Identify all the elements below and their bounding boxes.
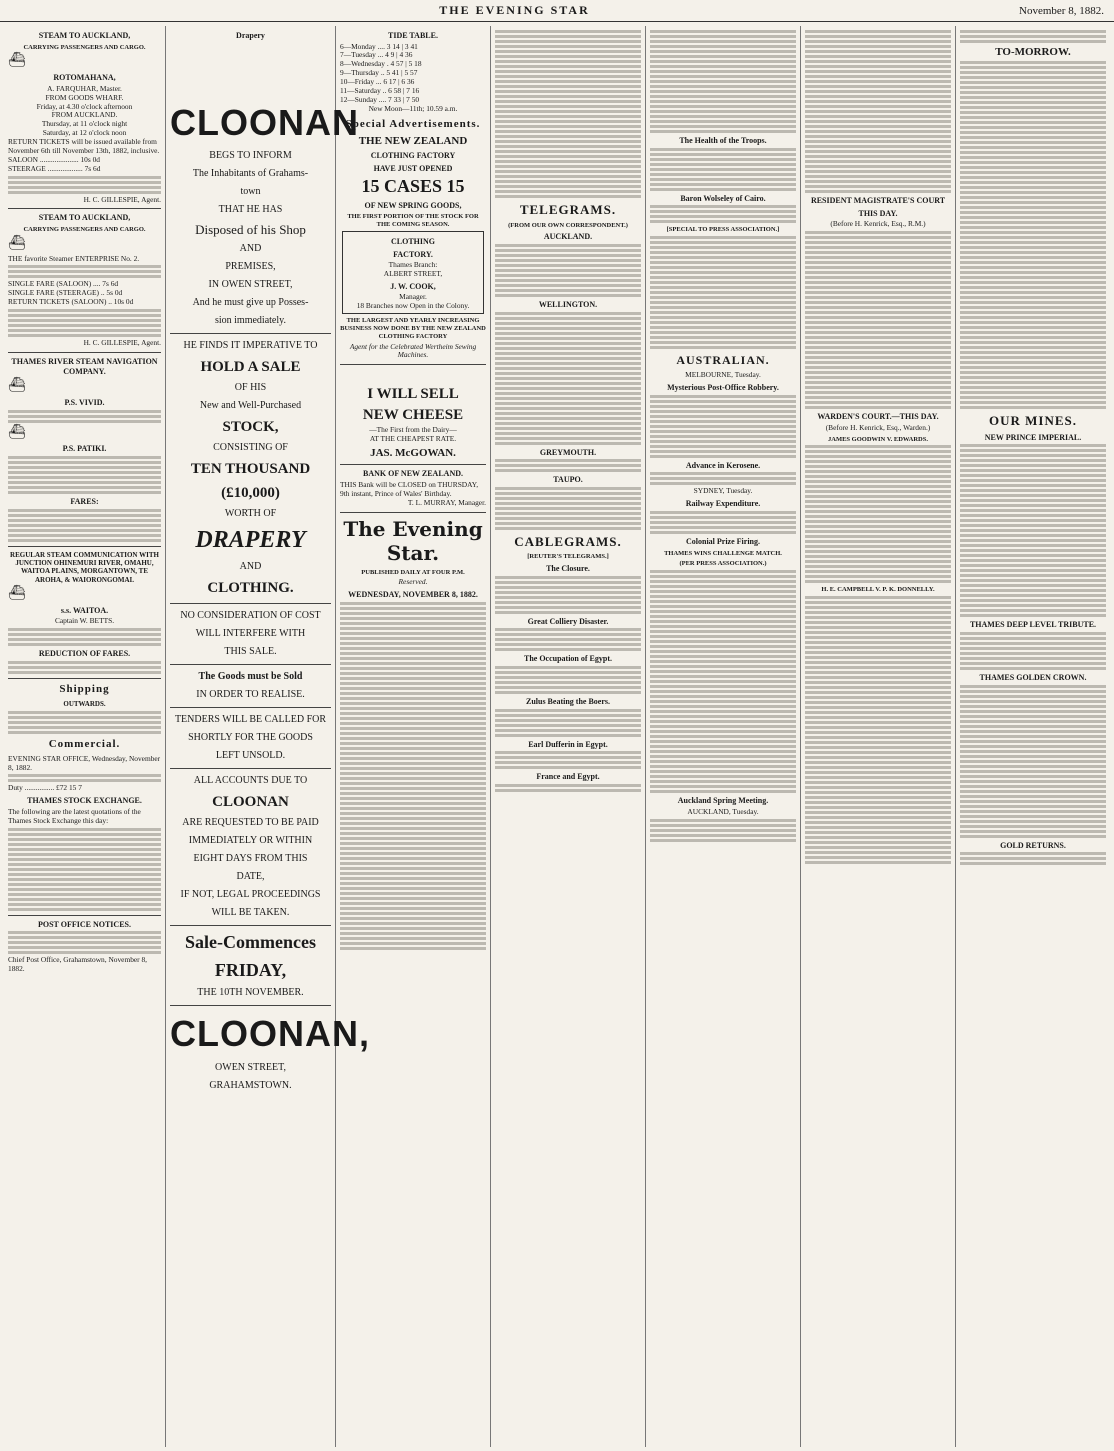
15-cases: 15 CASES 15 [361,176,465,197]
rule [170,1005,331,1006]
grahamstown: GRAHAMSTOWN. [209,1079,292,1091]
hold-sale: HOLD A SALE [200,359,301,376]
body-text [8,774,161,782]
tenders: TENDERS WILL BE CALLED FOR [174,714,327,726]
occupation-egypt: The Occupation of Egypt. [523,654,612,664]
masthead-title: THE EVENING STAR [439,3,590,17]
sale-commences: Sale-Commences [185,932,316,953]
ship-icon: ⛴ [8,378,26,394]
dufferin: Earl Dufferin in Egypt. [528,739,608,749]
worth-of: WORTH OF [224,508,277,520]
rule [8,546,161,547]
deep-level: THAMES DEEP LEVEL TRIBUTE. [969,620,1097,630]
begs: BEGS TO INFORM [209,149,292,161]
murray: T. L. MURRAY, Manager. [407,497,486,507]
eight-days: EIGHT DAYS FROM THIS [193,853,308,865]
goods-sold: The Goods must be Sold [198,671,303,683]
france-egypt: France and Egypt. [536,772,600,782]
bank-notice: THIS Bank will be CLOSED on THURSDAY, 9th instant, Prince of Wales' Birthday. [340,479,479,498]
regular-steam: REGULAR STEAM COMMUNICATION WITH JUNCTION OHINEMURI RIVER, OMAHU, WAITOA PLAINS, MORGANTOWN, TE AROHA, & WAIORONGOMAI. [10,550,159,584]
special-press: [SPECIAL TO PRESS ASSOCIATION.] [666,226,780,234]
railway: Railway Expenditure. [685,499,761,509]
commercial-heading: Commercial. [48,737,121,750]
body-text [8,456,161,494]
rule [170,333,331,334]
reuter: [REUTER'S TELEGRAMS.] [527,553,609,561]
largest: THE LARGEST AND YEARLY INCREASING BUSINESS NOW DONE BY THE NEW ZEALAND CLOTHING FACTORY [340,317,486,340]
this-sale: THIS SALE. [224,646,277,658]
clothing-factory: CLOTHING FACTORY [370,150,456,160]
friday-1: Friday, at 4.30 o'clock afternoon [36,101,133,111]
body-text [495,30,641,198]
gold-returns: GOLD RETURNS. [1000,840,1066,850]
fares-table [8,509,161,542]
rule [8,915,161,916]
agent-2: H. C. GILLESPIE, Agent. [83,338,161,348]
column-3 [336,26,491,1447]
fares-heading: FARES: [70,496,99,506]
the-10th: THE 10TH NOVEMBER. [197,987,304,999]
in-order: IN ORDER TO REALISE. [196,689,305,701]
have-opened: HAVE JUST OPENED [373,163,453,173]
body-text [8,309,161,337]
column-2 [166,26,370,1447]
auckland-tuesday: AUCKLAND, Tuesday. [687,806,759,816]
tide-row: 7—Tuesday ... 4 9 | 4 36 [340,50,413,60]
tide-row: 11—Saturday .. 6 58 | 7 16 [340,85,420,95]
exchange-table [8,828,161,911]
body-text [650,30,796,133]
body-text [495,576,641,614]
body-text [495,312,641,445]
greymouth: GREYMOUTH. [539,447,597,457]
clothing: CLOTHING. [207,580,294,597]
post-office: POST OFFICE NOTICES. [38,919,131,929]
shipping-heading: Shipping [59,682,110,695]
body-text [8,265,161,278]
rule [170,603,331,604]
evening-star-title: The Evening Star. [343,516,483,565]
tide-row: 6—Monday .... 3 14 | 3 41 [340,41,418,51]
body-text [495,784,641,792]
body-text [8,711,161,734]
rule [340,364,486,365]
body-text [8,661,161,674]
body-text [495,459,641,472]
taupo: TAUPO. [553,475,583,485]
jw-cook: J. W. COOK, [390,281,436,291]
column-5 [646,26,801,1447]
body-text [960,61,1106,409]
rule [8,352,161,353]
australian: AUSTRALIAN. [676,352,770,367]
wellington: WELLINGTON. [538,299,598,309]
thursday-1: Thursday, at 11 o'clock night [41,119,128,129]
owen-street: IN OWEN STREET, [208,279,293,291]
tide-table: TIDE TABLE. [388,31,438,40]
body-text [960,852,1106,865]
possession: And he must give up Posses- [192,297,309,309]
first-portion: THE FIRST PORTION OF THE STOCK FOR THE COMING SEASON. [347,213,479,229]
premises: PREMISES, [225,261,276,273]
town: town [240,185,261,197]
single-steerage: SINGLE FARE (STEERAGE) .. 5s 0d [8,288,123,298]
friday: FRIDAY, [214,959,287,980]
auckland: AUCKLAND. [543,232,593,242]
ship-enterprise: THE favorite Steamer ENTERPRISE No. 2. [8,253,140,263]
thames-branch: Thames Branch: [388,260,438,270]
resident-magistrate: RESIDENT MAGISTRATE'S COURT [810,196,946,205]
column-4 [491,26,646,1447]
melbourne: MELBOURNE, Tuesday. [685,370,761,380]
manager-label: Manager. [399,292,427,302]
new-moon: New Moon—11th; 10.59 a.m. [368,103,458,113]
before-warden: (Before H. Kenrick, Esq., Warden.) [825,422,931,432]
body-text [650,236,796,349]
ship-icon: ⛴ [8,235,26,251]
goods-wharf-1: FROM GOODS WHARF. [45,92,124,102]
nz-clothing: THE NEW ZEALAND [358,134,468,147]
ship-rotomahana: ROTOMAHANA, [53,73,116,83]
body-text [8,628,161,646]
rule [170,925,331,926]
drapery-big: DRAPERY [195,527,306,554]
albert-street: ALBERT STREET, [383,269,443,278]
tide-row: 8—Wednesday . 4 57 | 5 18 [340,59,422,69]
wardens-court: WARDEN'S COURT.—THIS DAY. [817,412,939,422]
exchange-note: The following are the latest quotations of the Thames Stock Exchange this day: [8,806,141,825]
will-sell: I WILL SELL [367,386,459,403]
body-text [495,666,641,694]
owen-street-2: OWEN STREET, [215,1061,286,1073]
closure: The Closure. [546,564,590,574]
body-text [8,176,161,194]
body-text [8,410,161,423]
body-text [650,472,796,485]
rule [340,512,486,513]
body-text [960,444,1106,617]
ps-vivid: P.S. VIVID. [64,397,105,407]
legal: IF NOT, LEGAL PROCEEDINGS [180,889,321,901]
special-ads: Special Advertisements. [345,117,481,130]
rule [170,768,331,769]
cablegrams: CABLEGRAMS. [514,533,622,549]
body-text [805,231,951,409]
steam-auckland-title: STEAM TO AUCKLAND, [38,31,131,40]
zulus: Zulus Beating the Boers. [525,696,610,706]
telegrams: TELEGRAMS. [519,202,617,217]
return-tickets: RETURN TICKETS will be issued available from November 6th till November 13th, 1882, inclusive. [8,137,160,155]
to-morrow: TO-MORROW. [995,46,1071,58]
branches: 18 Branches now Open in the Colony. [356,301,470,311]
wolseley: Baron Wolseley of Cairo. [680,193,766,203]
sydney: SYDNEY, Tuesday. [693,486,753,496]
new-cheese: NEW CHEESE [362,407,464,424]
drapery-heading: Drapery [236,31,265,40]
saloon-fare: SALOON ..................... 10s 0d [8,154,100,164]
that-he-has: THAT HE HAS [218,203,283,215]
clothing-label: CLOTHING [390,236,435,246]
ten-thousand: TEN THOUSAND [190,461,311,478]
reserved: Reserved. [398,577,428,587]
tide-row: 12—Sunday .... 7 33 | 7 50 [340,94,420,104]
body-text [650,570,796,793]
column-6 [801,26,956,1447]
body-text [8,931,161,954]
shortly: SHORTLY FOR THE GOODS [188,732,313,744]
outwards: OUTWARDS. [63,700,106,709]
body-text [650,205,796,223]
columns [4,26,1110,1447]
cloonan-1: CLOONAN [170,101,359,143]
rule [170,707,331,708]
body-text [495,487,641,530]
steerage-fare: STEERAGE ................... 7s 6d [8,163,101,173]
before-kenrick: (Before H. Kenrick, Esq., R.M.) [830,219,926,229]
body-text [340,602,486,950]
cheapest-rate: AT THE CHEAPEST RATE. [369,434,457,444]
body-text [960,632,1106,670]
edition-date: WEDNESDAY, NOVEMBER 8, 1882. [348,590,478,600]
pounds: (£10,000) [221,485,280,502]
disposed: Disposed of his Shop [195,221,306,237]
tide-row: 9—Thursday .. 5 41 | 5 57 [340,68,418,78]
body-text [495,709,641,737]
tide-row: 10—Friday ... 6 17 | 6 36 [340,77,415,87]
column-7 [956,26,1110,1447]
body-text [960,30,1106,43]
all-accounts: ALL ACCOUNTS DUE TO [193,775,308,787]
cloonan-2: CLOONAN [212,794,289,811]
immediately: IMMEDIATELY OR WITHIN [188,835,313,847]
body-text [805,596,951,864]
requested: ARE REQUESTED TO BE PAID [182,817,319,829]
body-text [495,751,641,769]
captain-betts: Captain W. BETTS. [54,616,115,626]
new-prince-imperial: NEW PRINCE IMPERIAL. [984,432,1082,442]
master-1: A. FARQUHAR, Master. [47,83,122,93]
rule [340,464,486,465]
will-not: WILL INTERFERE WITH [195,628,306,640]
published-daily: PUBLISHED DAILY AT FOUR P.M. [361,568,465,576]
star-office: EVENING STAR OFFICE, Wednesday, November 8, 1882. [8,753,161,772]
health-troops: The Health of the Troops. [679,136,767,145]
inhabitants: The Inhabitants of Grahams- [192,167,309,179]
stock: STOCK, [222,419,279,436]
body-text [805,445,951,583]
factory-label: FACTORY. [393,249,433,259]
reduction-fares: REDUCTION OF FARES. [38,649,131,659]
agent-wertheim: Agent for the Celebrated Wertheim Sewing Machines. [349,341,477,360]
ss-waitoa: s.s. WAITOA. [60,605,109,615]
steam-auckland-sub: CARRYING PASSENGERS AND CARGO. [23,43,146,51]
duty: Duty ................ £72 15 7 [8,783,82,793]
body-text [495,628,641,651]
first-dairy: —The First from the Dairy— [369,425,457,435]
steam2-sub: CARRYING PASSENGERS AND CARGO. [23,226,146,233]
no-consideration: NO CONSIDERATION OF COST [180,610,321,622]
ship-icon: ⛴ [8,424,26,440]
ship-icon: ⛴ [8,586,26,602]
body-text [650,511,796,534]
new-well: New and Well-Purchased [199,400,302,412]
stock-exchange: THAMES STOCK EXCHANGE. [27,796,142,806]
auckland-spring: Auckland Spring Meeting. [677,796,769,806]
thames-wins: THAMES WINS CHALLENGE MATCH. [664,549,782,557]
body-text [495,244,641,297]
sion: sion immediately. [214,315,286,327]
ps-patiki: P.S. PATIKI. [62,444,107,454]
left-unsold: LEFT UNSOLD. [215,750,286,762]
will-be-taken: WILL BE TAKEN. [211,907,290,919]
cloonan-3: CLOONAN, [170,1013,370,1055]
agent-1: H. C. GILLESPIE, Agent. [83,194,161,204]
colonial-firing: Colonial Prize Firing. [686,536,760,546]
masthead [0,0,1114,22]
body-text [650,819,796,842]
return-saloon: RETURN TICKETS (SALOON) .. 10s 0d [8,297,134,307]
rule [170,664,331,665]
body-text [805,30,951,193]
thames-river-title: THAMES RIVER STEAM NAVIGATION COMPANY. [11,356,158,376]
masthead-date: November 8, 1882. [1019,4,1104,17]
press-assoc: (PER PRESS ASSOCIATION.) [679,560,767,568]
colliery: Great Colliery Disaster. [527,616,609,626]
robbery: Mysterious Post-Office Robbery. [667,383,779,393]
and-2: AND [239,561,262,573]
rule [8,208,161,209]
new-spring: OF NEW SPRING GOODS, [364,200,462,210]
bank-nz: BANK OF NEW ZEALAND. [362,469,463,479]
ship-icon: ⛴ [8,53,26,69]
body-text [650,148,796,191]
consisting: CONSISTING OF [213,442,288,454]
and-1: AND [239,243,262,255]
date: DATE, [236,871,265,883]
goodwin-v-edwards: JAMES GOODWIN V. EDWARDS. [828,435,928,443]
single-fare: SINGLE FARE (SALOON) .... 7s 6d [8,279,119,289]
factory-box [342,231,484,314]
finds: HE FINDS IT IMPERATIVE TO [183,340,318,352]
this-day: THIS DAY. [858,208,898,218]
saturday-1: Saturday, at 12 o'clock noon [42,128,127,138]
rule [8,678,161,679]
own-corr: (FROM OUR OWN CORRESPONDENT.) [508,221,628,229]
our-mines: OUR MINES. [988,413,1077,429]
steam2-title: STEAM TO AUCKLAND, [38,213,131,223]
body-text [650,395,796,458]
golden-crown: THAMES GOLDEN CROWN. [979,672,1087,682]
column-1 [4,26,166,1447]
campbell-v-donnelly: H. E. CAMPBELL V. P. K. DONNELLY. [821,586,935,594]
po-signature: Chief Post Office, Grahamstown, November 8, 1882. [8,955,148,974]
kerosene: Advance in Kerosene. [685,460,761,470]
from-auckland-1: FROM AUCKLAND. [51,110,118,120]
of-his: OF HIS [234,382,267,394]
body-text [960,685,1106,838]
mcgowan: JAS. McGOWAN. [370,447,456,460]
